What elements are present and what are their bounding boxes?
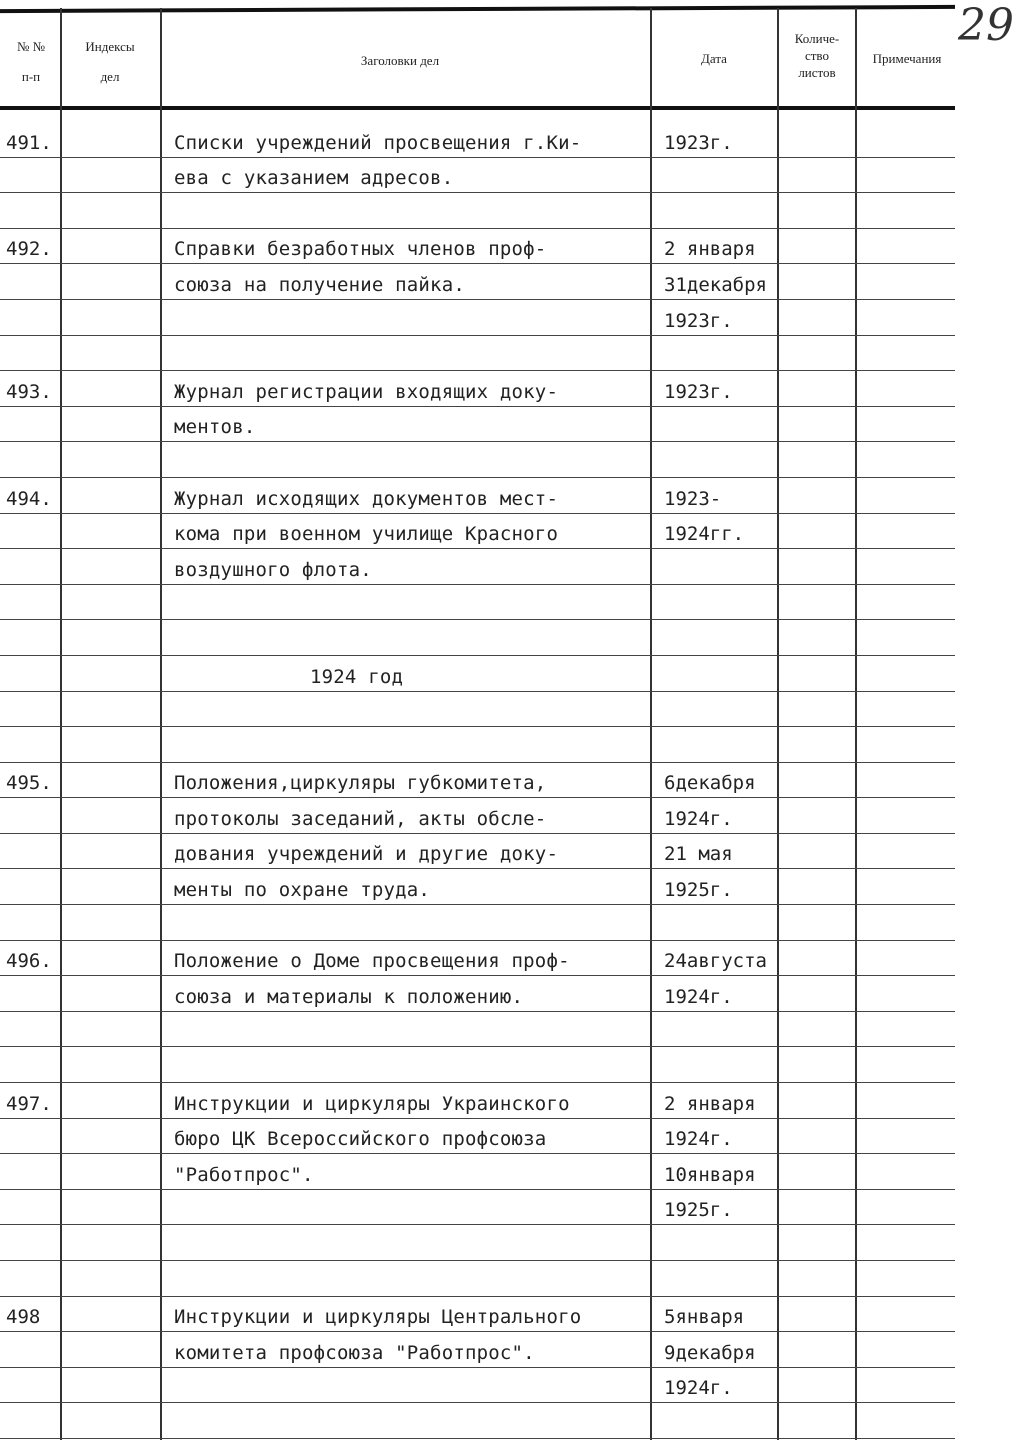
- folio-number: 29: [958, 0, 1014, 51]
- case-number: 492.: [6, 238, 52, 261]
- case-date: 21 мая: [664, 843, 733, 866]
- table-row: [0, 1297, 955, 1333]
- case-date: 6декабря: [664, 772, 756, 795]
- header-sheets: Количе- ство листов: [794, 31, 840, 80]
- table-row: [0, 834, 955, 870]
- case-title: Списки учреждений просвещения г.Ки-: [174, 131, 582, 154]
- table-row: [0, 1012, 955, 1048]
- table-row: [0, 976, 955, 1012]
- table-row: [0, 1083, 955, 1119]
- case-date: 1923-: [664, 487, 722, 510]
- table-row: [0, 229, 955, 265]
- case-title: Положение о Доме просвещения проф-: [174, 950, 570, 973]
- inventory-table: [0, 122, 955, 1439]
- table-row: [0, 1225, 955, 1261]
- header-num: № №: [16, 39, 46, 54]
- table-row: [0, 478, 955, 514]
- case-date: 9декабря: [664, 1341, 756, 1364]
- case-date: 10января: [664, 1163, 756, 1186]
- case-number: 496.: [6, 950, 52, 973]
- header-rule: [0, 106, 955, 110]
- table-row: [0, 1332, 955, 1368]
- table-row: [0, 869, 955, 905]
- table-row: [0, 264, 955, 300]
- case-date: 1925г.: [664, 879, 733, 902]
- case-date: 1924г.: [664, 985, 733, 1008]
- case-title: Журнал исходящих документов мест-: [174, 487, 559, 510]
- table-row: [0, 1154, 955, 1190]
- table-row: [0, 763, 955, 799]
- table-row: [0, 549, 955, 585]
- case-number: 497.: [6, 1092, 52, 1115]
- table-row: [0, 905, 955, 941]
- case-date: 1924г.: [664, 807, 733, 830]
- case-date: 1925г.: [664, 1199, 733, 1222]
- table-row: [0, 193, 955, 229]
- table-row: [0, 1119, 955, 1155]
- case-title: протоколы заседаний, акты обсле-: [174, 807, 547, 830]
- case-title: ментов.: [174, 416, 256, 439]
- case-date: 1923г.: [664, 380, 733, 403]
- case-number: 495.: [6, 772, 52, 795]
- table-row: [0, 514, 955, 550]
- case-title: Справки безработных членов проф-: [174, 238, 547, 261]
- case-title: Инструкции и циркуляры Центрального: [174, 1306, 582, 1329]
- table-row: [0, 656, 955, 692]
- table-row: [0, 692, 955, 728]
- table-row: [0, 941, 955, 977]
- case-title: комитета профсоюза "Работпрос".: [174, 1341, 535, 1364]
- table-row: [0, 336, 955, 372]
- case-date: 2 января: [664, 238, 756, 261]
- table-row: [0, 158, 955, 194]
- table-row: [0, 1368, 955, 1404]
- case-date: 24августа: [664, 950, 767, 973]
- case-title: бюро ЦК Всероссийского профсоюза: [174, 1128, 547, 1151]
- case-date: 1923г.: [664, 309, 733, 332]
- header-index-sub: дел: [100, 69, 120, 84]
- table-row: [0, 727, 955, 763]
- case-title: союза на получение пайка.: [174, 273, 465, 296]
- case-date: 1924гг.: [664, 523, 745, 546]
- table-row: [0, 122, 955, 158]
- header-notes: Примечания: [872, 51, 942, 66]
- case-date: 1923г.: [664, 131, 733, 154]
- case-title: воздушного флота.: [174, 558, 372, 581]
- case-title: Журнал регистрации входящих доку-: [174, 380, 559, 403]
- case-title: менты по охране труда.: [174, 879, 431, 902]
- case-date: 1924г.: [664, 1128, 733, 1151]
- case-date: 2 января: [664, 1092, 756, 1115]
- table-row: [0, 798, 955, 834]
- year-heading: 1924 год: [310, 665, 404, 688]
- table-row: [0, 407, 955, 443]
- header-index: Индексы: [85, 39, 135, 54]
- case-number: 493.: [6, 380, 52, 403]
- top-rule: [0, 5, 955, 13]
- case-number: 494.: [6, 487, 52, 510]
- table-row: [0, 1047, 955, 1083]
- table-row: [0, 1190, 955, 1226]
- case-date: 5января: [664, 1306, 745, 1329]
- case-number: 491.: [6, 131, 52, 154]
- header-date: Дата: [701, 51, 727, 66]
- case-title: Положения,циркуляры губкомитета,: [174, 772, 547, 795]
- header-titles: Заголовки дел: [360, 53, 440, 68]
- case-title: кома при военном училище Красного: [174, 523, 559, 546]
- header-num-sub: п-п: [21, 69, 41, 84]
- case-title: ева с указанием адресов.: [174, 167, 454, 190]
- case-title: "Работпрос".: [174, 1163, 314, 1186]
- table-row: [0, 585, 955, 621]
- case-title: дования учреждений и другие доку-: [174, 843, 559, 866]
- case-number: 498: [6, 1306, 41, 1329]
- table-row: [0, 1403, 955, 1439]
- table-row: [0, 371, 955, 407]
- table-row: [0, 1261, 955, 1297]
- case-title: союза и материалы к положению.: [174, 985, 524, 1008]
- table-row: [0, 620, 955, 656]
- case-title: Инструкции и циркуляры Украинского: [174, 1092, 570, 1115]
- case-date: 1924г.: [664, 1377, 733, 1400]
- case-date: 31декабря: [664, 273, 767, 296]
- table-row: [0, 300, 955, 336]
- table-row: [0, 442, 955, 478]
